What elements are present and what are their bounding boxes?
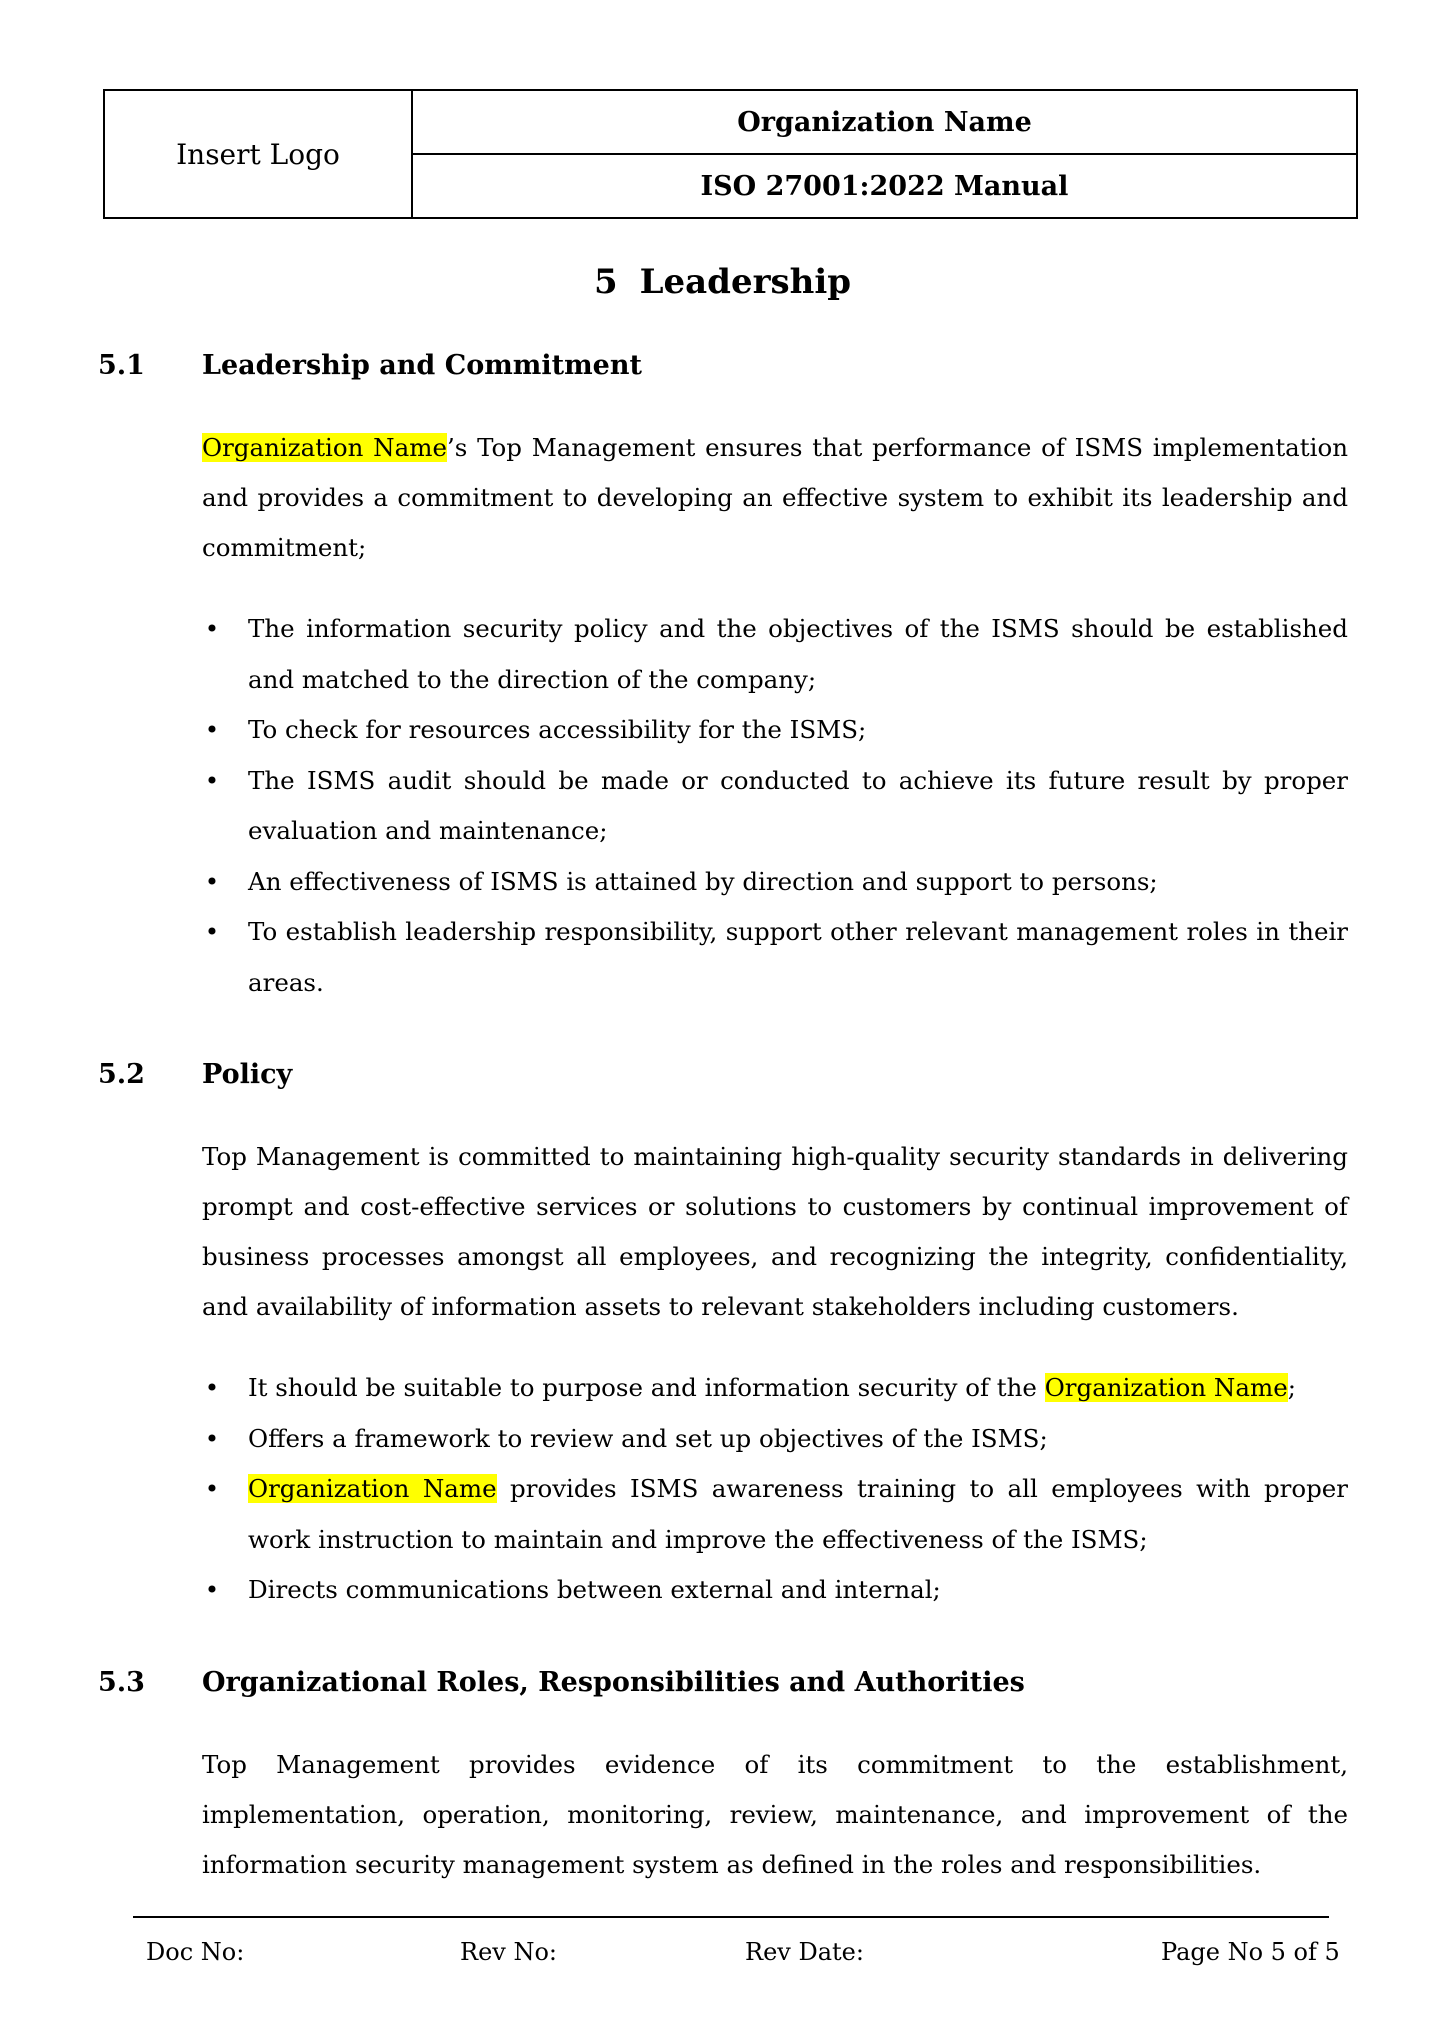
list-item: • The ISMS audit should be made or conducted to achieve its future result by proper evaluation and maintenance;: [204, 765, 1348, 845]
doc-no-label: Doc No:: [146, 1938, 245, 1966]
section-number: 5.1: [98, 350, 145, 381]
chapter-number: 5: [593, 262, 618, 302]
list-item: • The information security policy and the objectives of the ISMS should be established and matched to the direction of the company;: [204, 614, 1348, 694]
intro-text: ’s Top Management ensures that performance of ISMS implementation and provides a commitment to developing an effective system to exhibit its leadership and commitment;: [202, 433, 1348, 562]
section-number: 5.2: [98, 1059, 145, 1090]
section-5-3-intro: Top Management provides evidence of its commitment to the establishment, implementation, operation, monitoring, review, maintenance, and improvement of the information security management system as defined in the roles and responsibilities.: [202, 1750, 1348, 1879]
rev-no-label: Rev No:: [460, 1938, 557, 1966]
list-item: • An effectiveness of ISMS is attained by direction and support to persons;: [204, 866, 1158, 896]
chapter-title: [0, 262, 1445, 302]
section-5-2-bullets: [202, 1363, 1348, 1616]
list-item: • Directs communications between external and internal;: [204, 1575, 941, 1604]
organization-name: Organization Name: [737, 106, 1032, 138]
list-item: • To check for resources accessibility for the ISMS;: [204, 715, 867, 744]
list-item: • It should be suitable to purpose and information security of the Organization Name;: [204, 1373, 1296, 1402]
organization-name-highlight: Organization Name: [1044, 1373, 1288, 1402]
chapter-title-text: Leadership: [639, 262, 852, 302]
section-heading-5-2: [98, 1059, 292, 1090]
section-5-1-intro: [202, 423, 1348, 573]
section-heading-5-1: [98, 350, 642, 381]
footer-divider: [133, 1916, 1329, 1918]
section-number: 5.3: [98, 1667, 145, 1698]
header-right-cells: [413, 91, 1356, 217]
document-footer: [0, 1938, 1445, 1978]
section-5-1-bullets: [202, 604, 1348, 1008]
section-title: Leadership and Commitment: [202, 350, 642, 381]
page-number: Page No 5 of 5: [1161, 1938, 1340, 1966]
organization-name-highlight: Organization Name: [248, 1474, 497, 1503]
section-heading-5-3: [98, 1667, 1025, 1698]
logo-placeholder: Insert Logo: [105, 91, 413, 217]
document-header-table: [103, 89, 1358, 219]
organization-name-highlight: Organization Name: [202, 433, 447, 462]
section-title: Policy: [202, 1059, 293, 1090]
section-5-2-intro: Top Management is committed to maintaining high-quality security standards in delivering prompt and cost-effective services or solutions to customers by continual improvement of business processes amongst all employees, and recognizing the integrity, confidentiality, and availability of information assets to relevant stakeholders including customers.: [202, 1142, 1348, 1321]
rev-date-label: Rev Date:: [745, 1938, 864, 1966]
list-item: • Offers a framework to review and set up objectives of the ISMS;: [204, 1423, 1048, 1453]
section-title: Organizational Roles, Responsibilities and Authorities: [202, 1667, 1025, 1698]
list-item: • To establish leadership responsibility, support other relevant management roles in their areas.: [204, 917, 1348, 997]
manual-title: ISO 27001:2022 Manual: [413, 153, 1356, 217]
list-item: • Organization Name provides ISMS awareness training to all employees with proper work instruction to maintain and improve the effectiveness of the ISMS;: [204, 1474, 1348, 1554]
